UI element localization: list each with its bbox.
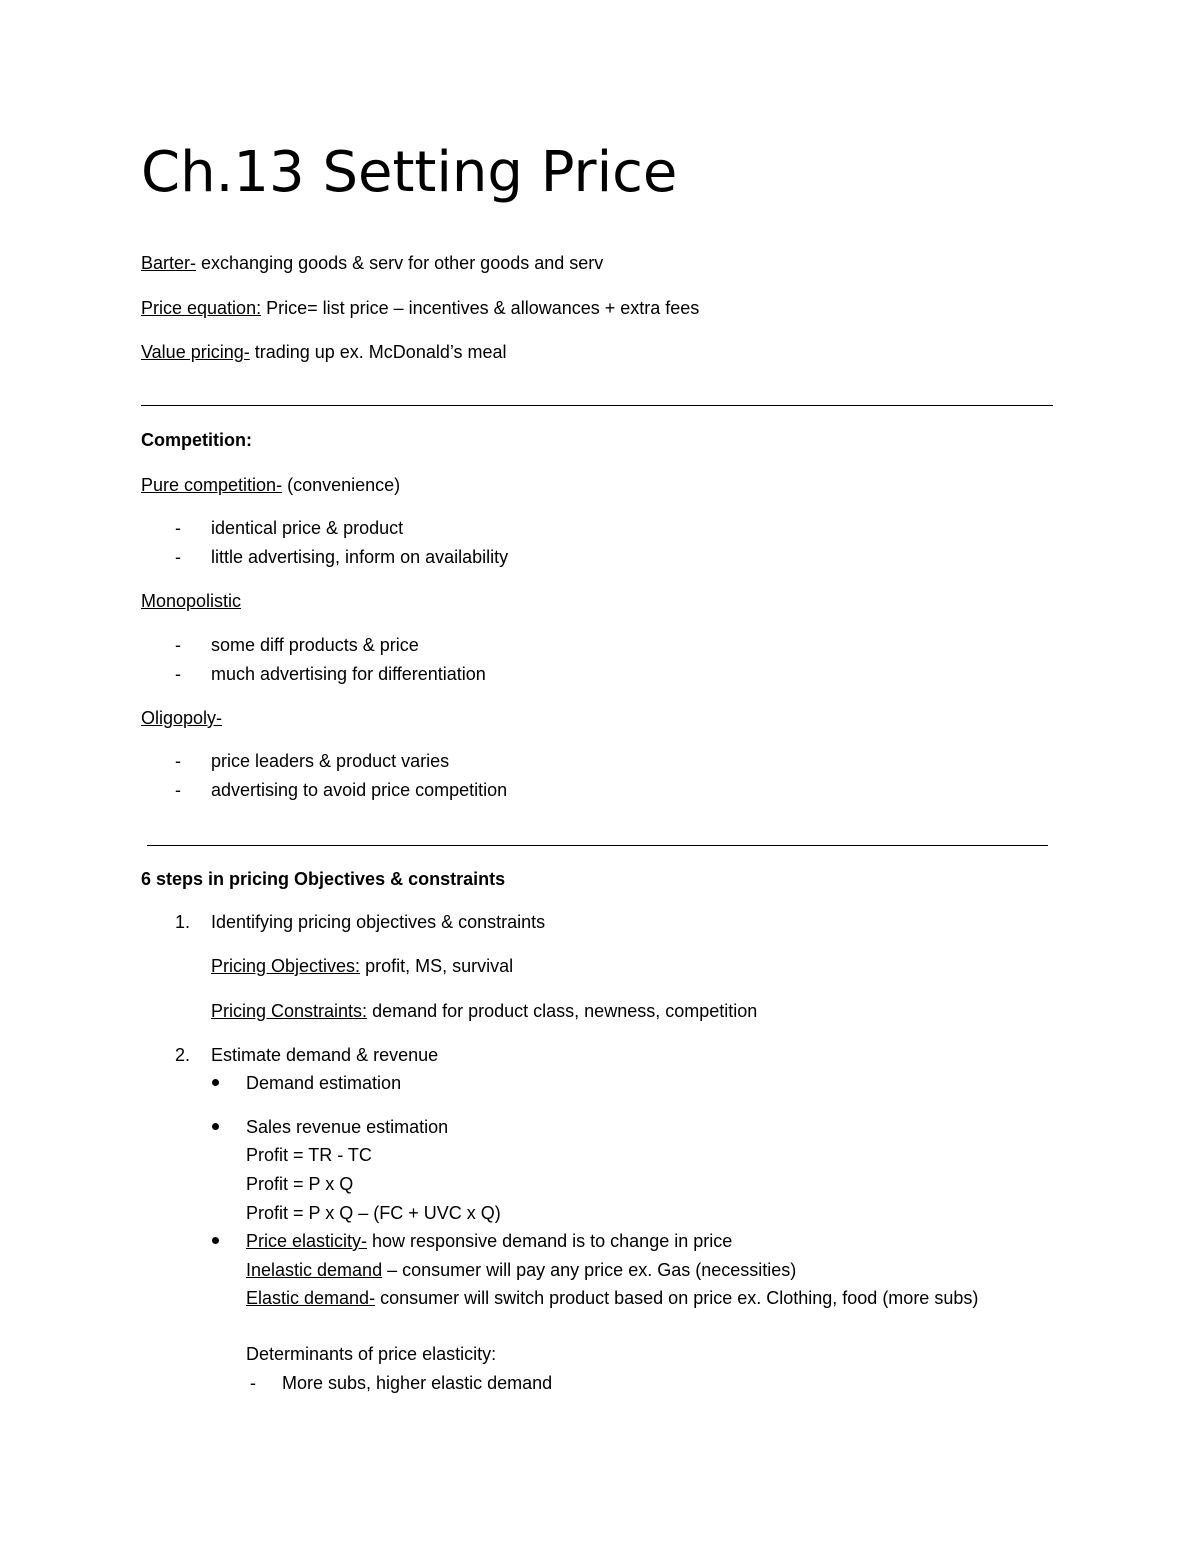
determinants-heading: Determinants of price elasticity: (246, 1344, 497, 1364)
list-item: More subs, higher elastic demand (282, 1373, 553, 1393)
definition-text: trading up ex. McDonald’s meal (249, 342, 507, 362)
price-elasticity-term: Price elasticity- (246, 1231, 368, 1251)
competition-heading: Competition: (141, 430, 252, 450)
oligopoly-label: Oligopoly- (141, 708, 223, 728)
elastic-demand-text: consumer will switch product based on price ex. Clothing, food (more subs) (375, 1288, 979, 1308)
step-text: Estimate demand & revenue (211, 1045, 439, 1065)
definition-barter (141, 250, 603, 276)
pricing-objectives-text: profit, MS, survival (360, 956, 514, 976)
definition-value-pricing (141, 339, 507, 365)
dash-marker: - (175, 751, 181, 771)
pricing-objectives (211, 953, 513, 979)
pure-competition-text: (convenience) (282, 475, 401, 495)
list-item: Demand estimation (246, 1073, 402, 1093)
monopolistic-label: Monopolistic (141, 591, 242, 611)
list-item: Sales revenue estimation (246, 1117, 449, 1137)
profit-formula: Profit = P x Q (246, 1174, 354, 1194)
inelastic-demand-term: Inelastic demand (246, 1260, 383, 1280)
dash-marker: - (175, 664, 181, 684)
step-number: 2. (175, 1045, 191, 1065)
definition-term: Price equation: (141, 298, 262, 318)
price-elasticity (246, 1228, 732, 1254)
elastic-demand (246, 1285, 978, 1311)
pricing-constraints-term: Pricing Constraints: (211, 1001, 368, 1021)
dash-marker: - (175, 518, 181, 538)
price-elasticity-text: how responsive demand is to change in price (367, 1231, 733, 1251)
bullet-dot-icon (212, 1237, 219, 1244)
list-item: price leaders & product varies (211, 751, 450, 771)
list-item: some diff products & price (211, 635, 419, 655)
elastic-demand-term: Elastic demand- (246, 1288, 376, 1308)
list-item: much advertising for differentiation (211, 664, 486, 684)
horizontal-rule (141, 405, 1053, 406)
page-title: Ch.13 Setting Price (141, 140, 678, 205)
list-item: advertising to avoid price competition (211, 780, 508, 800)
pricing-objectives-term: Pricing Objectives: (211, 956, 361, 976)
definition-text: exchanging goods & serv for other goods and serv (196, 253, 604, 273)
definition-price-equation (141, 295, 699, 321)
dash-marker: - (250, 1373, 256, 1393)
horizontal-rule (147, 845, 1048, 846)
inelastic-demand-text: – consumer will pay any price ex. Gas (necessities) (382, 1260, 797, 1280)
definition-text: Price= list price – incentives & allowances + extra fees (261, 298, 700, 318)
dash-marker: - (175, 780, 181, 800)
bullet-dot-icon (212, 1123, 219, 1130)
list-item: little advertising, inform on availability (211, 547, 509, 567)
pricing-constraints-text: demand for product class, newness, competition (367, 1001, 758, 1021)
steps-heading: 6 steps in pricing Objectives & constraints (141, 869, 506, 889)
bullet-dot-icon (212, 1079, 219, 1086)
profit-formula: Profit = P x Q – (FC + UVC x Q) (246, 1203, 501, 1223)
definition-term: Barter- (141, 253, 197, 273)
pure-competition-label (141, 472, 400, 498)
inelastic-demand (246, 1257, 796, 1283)
pricing-constraints (211, 998, 757, 1024)
list-item: identical price & product (211, 518, 404, 538)
step-number: 1. (175, 912, 191, 932)
pure-competition-term: Pure competition- (141, 475, 283, 495)
definition-term: Value pricing- (141, 342, 250, 362)
dash-marker: - (175, 547, 181, 567)
step-text: Identifying pricing objectives & constraints (211, 912, 546, 932)
dash-marker: - (175, 635, 181, 655)
profit-formula: Profit = TR - TC (246, 1145, 372, 1165)
